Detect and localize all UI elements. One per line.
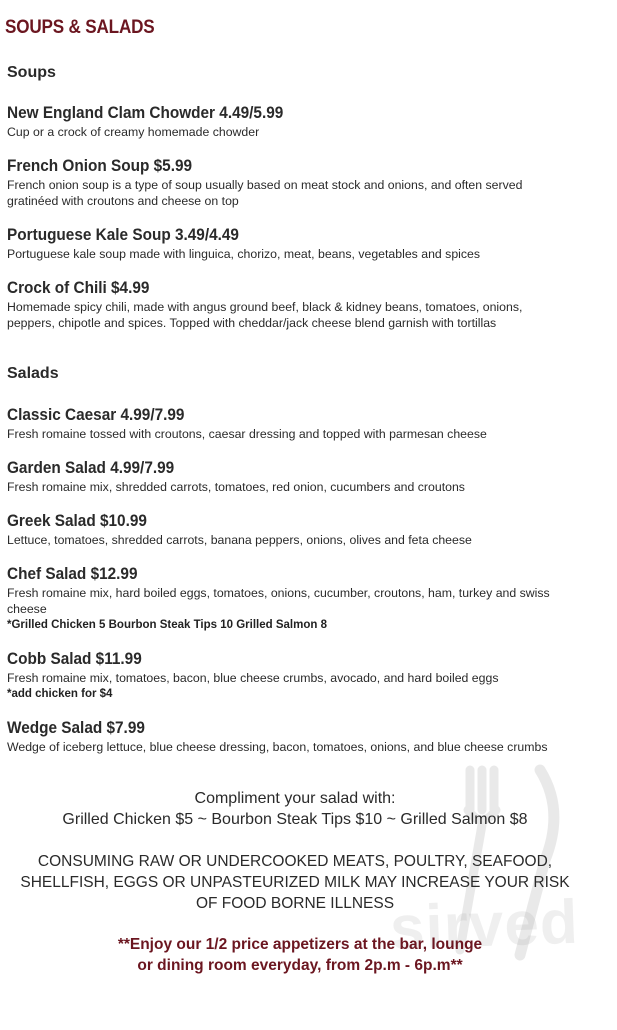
page-title: SOUPS & SALADS xyxy=(5,17,155,38)
menu-item-chef-salad xyxy=(7,565,567,633)
food-safety-warning xyxy=(0,851,590,914)
item-title: Wedge Salad $7.99 xyxy=(7,719,145,737)
item-description: Fresh romaine mix, tomatoes, bacon, blue cheese crumbs, avocado, and hard boiled eggs xyxy=(7,671,499,685)
item-description: Lettuce, tomatoes, shredded carrots, banana peppers, onions, olives and feta cheese xyxy=(7,533,472,547)
menu-item-garden-salad xyxy=(7,459,567,495)
item-title: Crock of Chili $4.99 xyxy=(7,279,150,297)
menu-item-french-onion-soup xyxy=(7,157,567,209)
warning-line: CONSUMING RAW OR UNDERCOOKED MEATS, POULTRY, SEAFOOD, xyxy=(37,853,553,870)
item-description: Wedge of iceberg lettuce, blue cheese dressing, bacon, tomatoes, onions, and blue cheese crumbs xyxy=(7,740,548,754)
item-description: French onion soup is a type of soup usually based on meat stock and onions, and often served gratinéed with croutons and cheese on top xyxy=(7,178,523,208)
menu-item-classic-caesar xyxy=(7,406,567,442)
item-title: Cobb Salad $11.99 xyxy=(7,650,142,668)
item-title: Garden Salad 4.99/7.99 xyxy=(7,459,175,477)
compliment-options: Grilled Chicken $5 ~ Bourbon Steak Tips $10 ~ Grilled Salmon $8 xyxy=(62,811,528,828)
item-title: New England Clam Chowder 4.49/5.99 xyxy=(7,104,284,122)
compliment-note xyxy=(0,788,590,830)
item-title: Chef Salad $12.99 xyxy=(7,565,138,583)
item-title: Portuguese Kale Soup 3.49/4.49 xyxy=(7,226,239,244)
item-title: French Onion Soup $5.99 xyxy=(7,157,193,175)
item-description: Fresh romaine mix, hard boiled eggs, tomatoes, onions, cucumber, croutons, ham, turkey and swiss cheese xyxy=(7,586,550,616)
compliment-heading: Compliment your salad with: xyxy=(194,790,396,807)
promo-line: **Enjoy our 1/2 price appetizers at the bar, lounge xyxy=(117,936,483,953)
item-description: Homemade spicy chili, made with angus ground beef, black & kidney beans, tomatoes, onions, peppers, chipotle and spices. Topped with cheddar/jack cheese blend garnish with tortillas xyxy=(7,300,523,330)
happy-hour-promo xyxy=(60,934,540,976)
item-description: Fresh romaine mix, shredded carrots, tomatoes, red onion, cucumbers and croutons xyxy=(7,480,465,494)
item-description: Portuguese kale soup made with linguica, chorizo, meat, beans, vegetables and spices xyxy=(7,247,481,261)
item-description: Fresh romaine tossed with croutons, caesar dressing and topped with parmesan cheese xyxy=(7,427,487,441)
item-addon-note: *Grilled Chicken 5 Bourbon Steak Tips 10 Grilled Salmon 8 xyxy=(7,619,327,631)
watermark-logo: sirved xyxy=(388,887,580,964)
menu-item-portuguese-kale-soup xyxy=(7,226,567,262)
menu-item-cobb-salad xyxy=(7,650,567,702)
item-description: Cup or a crock of creamy homemade chowder xyxy=(7,125,260,139)
menu-item-crock-of-chili xyxy=(7,279,567,331)
section-heading-soups: Soups xyxy=(7,64,56,81)
warning-line: OF FOOD BORNE ILLNESS xyxy=(195,895,395,912)
item-addon-note: *add chicken for $4 xyxy=(7,688,113,700)
item-title: Greek Salad $10.99 xyxy=(7,512,147,530)
item-title: Classic Caesar 4.99/7.99 xyxy=(7,406,185,424)
menu-item-greek-salad xyxy=(7,512,567,548)
section-heading-salads: Salads xyxy=(7,365,59,382)
promo-line: or dining room everyday, from 2p.m - 6p.m** xyxy=(137,957,463,974)
warning-line: SHELLFISH, EGGS OR UNPASTEURIZED MILK MAY INCREASE YOUR RISK xyxy=(20,874,570,891)
menu-item-clam-chowder xyxy=(7,104,567,140)
